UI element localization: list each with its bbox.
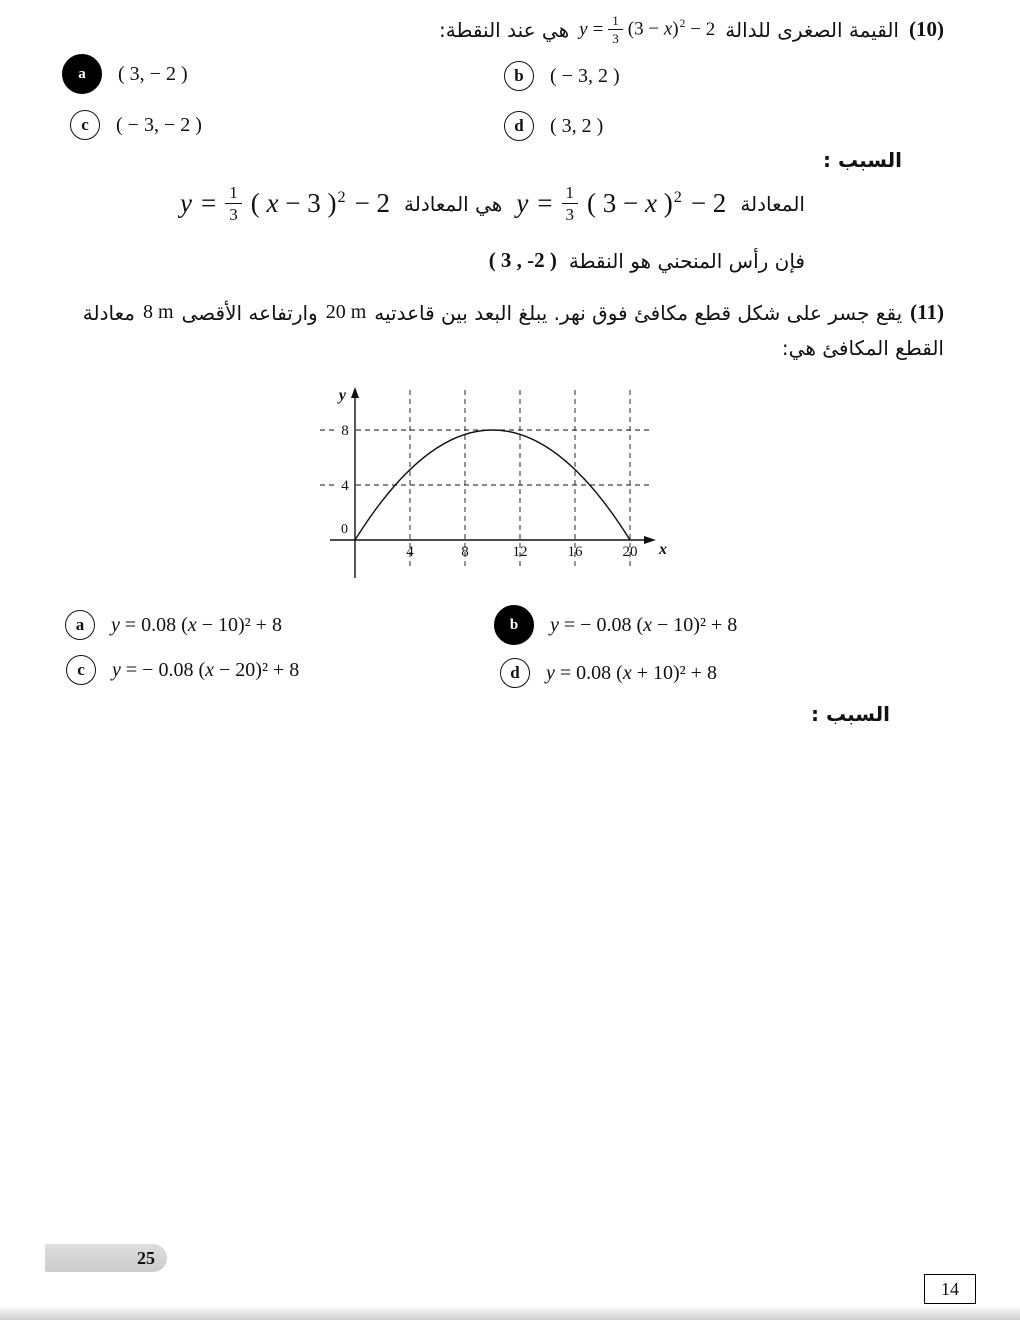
eq-lhs: y bbox=[579, 18, 588, 40]
q11-statement-part1: يقع جسر على شكل قطع مكافئ فوق نهر. يبلغ البعد بين قاعدتيه bbox=[374, 300, 903, 325]
eq-rel: = bbox=[537, 188, 553, 218]
page-number-box bbox=[924, 1274, 976, 1304]
eq-numerator: 1 bbox=[225, 184, 242, 204]
q10-option-d-badge: d bbox=[504, 111, 534, 141]
eq-exponent: 2 bbox=[679, 18, 686, 31]
q10-option-d bbox=[504, 111, 603, 141]
question-10-equation bbox=[579, 14, 715, 45]
q11-option-a-badge: a bbox=[65, 610, 95, 640]
svg-text:y: y bbox=[338, 387, 346, 404]
eq-fraction bbox=[562, 184, 579, 223]
q10-reason-conclusion-line bbox=[489, 248, 805, 273]
q10-option-a-badge: a bbox=[62, 54, 102, 94]
reason-conclusion-text: فإن رأس المنحني هو النقطة bbox=[568, 248, 805, 273]
svg-text:8: 8 bbox=[341, 423, 349, 439]
eq-power-group bbox=[628, 18, 686, 40]
svg-text:4: 4 bbox=[341, 478, 349, 494]
q11-option-a bbox=[65, 610, 282, 640]
svg-text:16: 16 bbox=[567, 544, 583, 560]
q11-option-d-badge: d bbox=[500, 658, 530, 688]
q11-base-distance: 20 m bbox=[325, 301, 367, 323]
q11-statement-part3: معادلة bbox=[82, 300, 135, 325]
reason-lead-word: المعادلة bbox=[740, 191, 805, 216]
q11-option-a-text: y = 0.08 (x − 10)² + 8 bbox=[111, 613, 282, 636]
lesson-page-tab bbox=[45, 1244, 167, 1272]
eq-rel: = bbox=[201, 188, 217, 218]
eq-tail: − 2 bbox=[690, 188, 727, 218]
vertex-point: ( 3 , -2 ) bbox=[488, 248, 557, 272]
question-11-number: (11) bbox=[910, 300, 944, 324]
q11-option-d bbox=[500, 658, 717, 688]
svg-text:8: 8 bbox=[461, 544, 469, 560]
q11-option-b-text: y = − 0.08 (x − 10)² + 8 bbox=[550, 613, 738, 636]
q10-reason-label: السبب : bbox=[822, 148, 902, 172]
reason-equation-rewritten bbox=[180, 184, 390, 223]
q11-option-b bbox=[494, 605, 737, 645]
question-10-header bbox=[439, 14, 944, 45]
eq-body: (3 − x) bbox=[627, 18, 679, 40]
svg-text:x: x bbox=[659, 541, 667, 558]
svg-text:0: 0 bbox=[341, 522, 348, 537]
eq-numerator: 1 bbox=[608, 14, 623, 30]
eq-numerator: 1 bbox=[562, 184, 579, 204]
q10-option-a-text: ( 3, − 2 ) bbox=[118, 62, 188, 85]
eq-lhs: y bbox=[516, 188, 529, 218]
eq-denominator: 3 bbox=[565, 205, 575, 224]
page-bottom-edge bbox=[0, 1306, 1020, 1320]
q11-reason-label: السبب : bbox=[810, 702, 890, 726]
svg-text:12: 12 bbox=[512, 544, 528, 560]
eq-power-group bbox=[251, 188, 346, 219]
q11-option-b-badge: b bbox=[494, 605, 534, 645]
eq-fraction bbox=[225, 184, 242, 223]
q11-statement-part2: وارتفاعه الأقصى bbox=[181, 300, 318, 325]
q11-max-height: 8 m bbox=[142, 301, 174, 323]
q10-reason-equation-line bbox=[180, 184, 805, 223]
eq-exponent: 2 bbox=[337, 188, 346, 206]
eq-rel: = bbox=[592, 18, 604, 40]
eq-fraction bbox=[608, 14, 623, 45]
question-10-prompt-before: القيمة الصغرى للدالة bbox=[725, 17, 899, 42]
svg-text:20: 20 bbox=[622, 544, 638, 560]
eq-exponent: 2 bbox=[673, 188, 682, 206]
q11-option-d-text: y = 0.08 (x + 10)² + 8 bbox=[546, 661, 717, 684]
eq-lhs: y bbox=[180, 188, 193, 218]
reason-equation-given bbox=[516, 184, 726, 223]
page-number: 14 bbox=[941, 1278, 959, 1299]
eq-body: ( x − 3 ) bbox=[250, 188, 337, 218]
bridge-parabola-graph bbox=[300, 382, 690, 582]
q11-option-c-text: y = − 0.08 (x − 20)² + 8 bbox=[112, 658, 300, 681]
eq-power-group bbox=[587, 188, 682, 219]
reason-middle-words: هي المعادلة bbox=[404, 191, 503, 216]
q10-option-b bbox=[504, 61, 620, 91]
eq-tail: − 2 bbox=[690, 18, 716, 40]
q10-option-b-badge: b bbox=[504, 61, 534, 91]
q10-option-c-badge: c bbox=[70, 110, 100, 140]
svg-text:4: 4 bbox=[406, 544, 414, 560]
q10-option-b-text: ( − 3, 2 ) bbox=[550, 64, 620, 87]
question-11-statement-line2: القطع المكافئ هي: bbox=[781, 336, 944, 360]
question-11-statement-line1 bbox=[83, 300, 944, 325]
eq-denominator: 3 bbox=[229, 205, 238, 224]
eq-body: ( 3 − x ) bbox=[587, 188, 673, 218]
question-10-prompt-after: هي عند النقطة: bbox=[439, 17, 570, 42]
q11-option-c-badge: c bbox=[66, 655, 96, 685]
q10-option-a bbox=[62, 54, 188, 94]
q10-option-c bbox=[70, 110, 202, 140]
q10-option-d-text: ( 3, 2 ) bbox=[550, 114, 604, 137]
eq-tail: − 2 bbox=[354, 188, 391, 218]
eq-denominator: 3 bbox=[612, 31, 619, 46]
q10-option-c-text: ( − 3, − 2 ) bbox=[116, 113, 202, 136]
lesson-page-number: 25 bbox=[137, 1247, 155, 1268]
q11-option-c bbox=[66, 655, 299, 685]
question-10-number: (10) bbox=[909, 17, 944, 41]
